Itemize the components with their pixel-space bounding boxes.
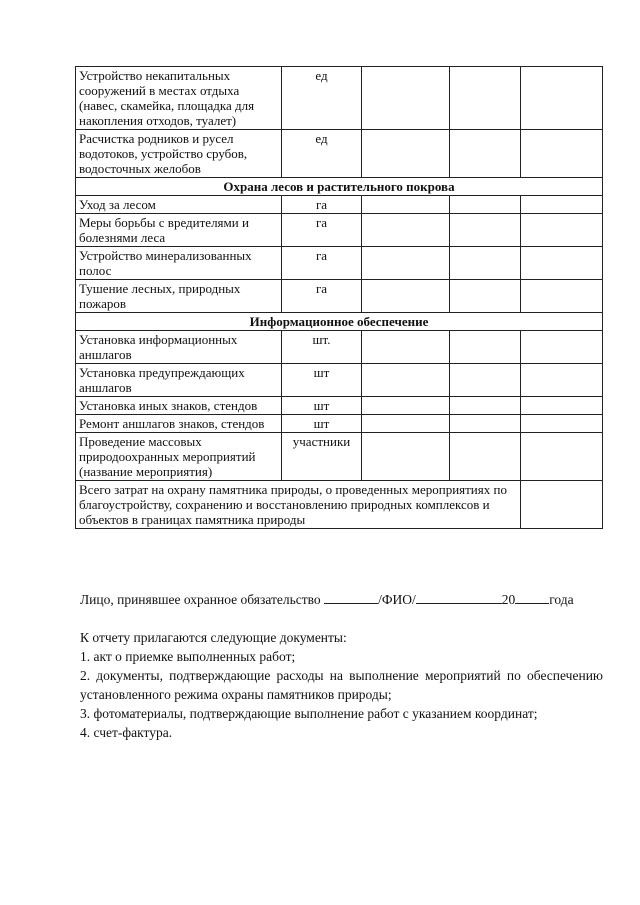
row-cell (450, 331, 521, 364)
row-cell (450, 130, 521, 178)
row-cell (521, 331, 603, 364)
row-unit: шт (282, 364, 362, 397)
attachments-intro: К отчету прилагаются следующие документы: (80, 630, 347, 645)
table-row (76, 67, 603, 130)
row-name: Расчистка родников и русел водотоков, устройство срубов, водосточных желобов (76, 130, 282, 178)
row-cell (450, 214, 521, 247)
list-item: 1. акт о приемке выполненных работ; (80, 649, 296, 664)
row-cell (521, 397, 603, 415)
row-cell (362, 247, 450, 280)
row-cell (362, 364, 450, 397)
fio-blank (416, 591, 502, 604)
section-heading-info: Информационное обеспечение (76, 313, 603, 331)
row-name: Устройство минерализованных полос (76, 247, 282, 280)
table-row (76, 397, 603, 415)
signature-year-suffix: года (549, 592, 574, 607)
row-cell (521, 130, 603, 178)
row-name: Устройство некапитальных сооружений в местах отдыха (навес, скамейка, площадка для накопления отходов, туалет) (76, 67, 282, 130)
row-cell (521, 247, 603, 280)
row-cell (450, 433, 521, 481)
row-cell (362, 280, 450, 313)
row-cell (450, 247, 521, 280)
row-unit: участники (282, 433, 362, 481)
row-cell (450, 415, 521, 433)
attachments-list (80, 628, 603, 742)
row-cell (521, 280, 603, 313)
table-row (76, 433, 603, 481)
row-unit: шт (282, 397, 362, 415)
row-unit: шт (282, 415, 362, 433)
row-cell (521, 196, 603, 214)
row-cell (362, 130, 450, 178)
table-row (76, 214, 603, 247)
row-name: Установка предупреждающих аншлагов (76, 364, 282, 397)
section-row (76, 178, 603, 196)
total-label: Всего затрат на охрану памятника природы, о проведенных мероприятиях по благоустройству, сохранению и восстановлению природных комплексов и объектов в границах памятника природы (76, 481, 521, 529)
row-name: Меры борьбы с вредителями и болезнями леса (76, 214, 282, 247)
row-cell (521, 364, 603, 397)
row-cell (450, 280, 521, 313)
row-cell (362, 415, 450, 433)
row-unit: га (282, 214, 362, 247)
row-cell (362, 397, 450, 415)
row-cell (521, 433, 603, 481)
signature-fio: /ФИО/ (378, 592, 416, 607)
list-item: 4. счет-фактура. (80, 725, 173, 740)
signature-blank (324, 591, 378, 604)
signature-prefix: Лицо, принявшее охранное обязательство (80, 592, 321, 607)
table-row (76, 415, 603, 433)
row-name: Проведение массовых природоохранных мероприятий (название мероприятия) (76, 433, 282, 481)
row-name: Установка иных знаков, стендов (76, 397, 282, 415)
year-blank (515, 591, 549, 604)
row-unit: га (282, 280, 362, 313)
table-row (76, 331, 603, 364)
row-name: Ремонт аншлагов знаков, стендов (76, 415, 282, 433)
row-cell (362, 214, 450, 247)
row-cell (521, 67, 603, 130)
table-row (76, 280, 603, 313)
section-heading-forest: Охрана лесов и растительного покрова (76, 178, 603, 196)
row-unit: ед (282, 67, 362, 130)
row-cell (450, 364, 521, 397)
list-item: 3. фотоматериалы, подтверждающие выполнение работ с указанием координат; (80, 706, 538, 721)
row-cell (450, 67, 521, 130)
row-cell (362, 433, 450, 481)
table-row (76, 247, 603, 280)
signature-line (80, 591, 574, 608)
row-cell (450, 196, 521, 214)
row-cell (521, 415, 603, 433)
row-name: Уход за лесом (76, 196, 282, 214)
row-unit: га (282, 196, 362, 214)
row-cell (450, 397, 521, 415)
row-cell (362, 196, 450, 214)
row-cell (362, 67, 450, 130)
row-unit: га (282, 247, 362, 280)
row-cell (362, 331, 450, 364)
report-table (75, 66, 603, 529)
table-row (76, 364, 603, 397)
list-item: 2. документы, подтверждающие расходы на выполнение мероприятий по обеспечению установленного режима охраны памятников природы; (80, 668, 603, 702)
row-cell (521, 214, 603, 247)
total-value-cell (521, 481, 603, 529)
table-row (76, 130, 603, 178)
total-row (76, 481, 603, 529)
table-row (76, 196, 603, 214)
row-unit: шт. (282, 331, 362, 364)
row-name: Тушение лесных, природных пожаров (76, 280, 282, 313)
section-row (76, 313, 603, 331)
signature-year-prefix: 20 (501, 592, 516, 607)
row-unit: ед (282, 130, 362, 178)
row-name: Установка информационных аншлагов (76, 331, 282, 364)
